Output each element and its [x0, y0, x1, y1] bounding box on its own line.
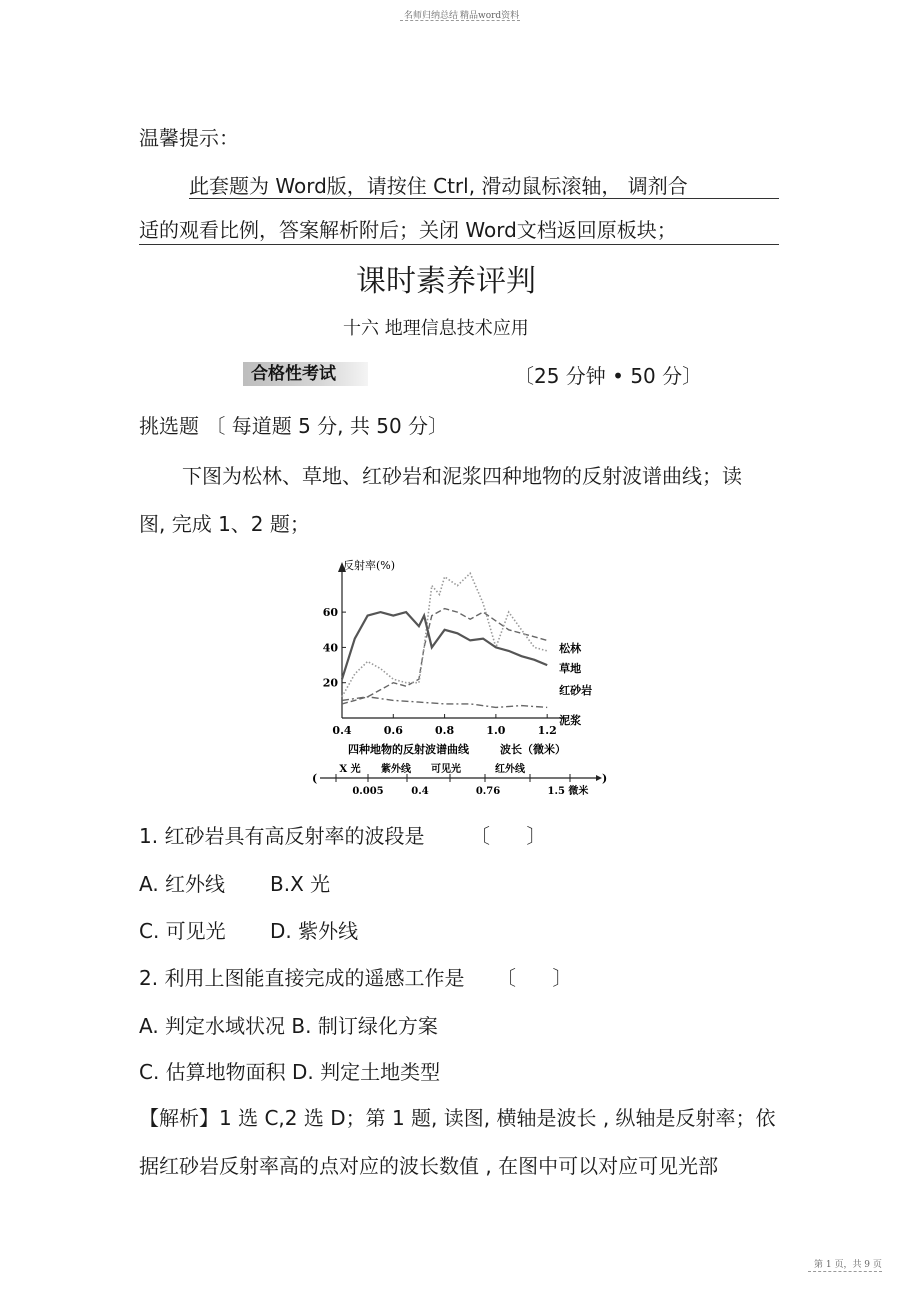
tip-heading: 温馨提示： — [139, 126, 239, 150]
spectrum-open-paren: ( — [312, 772, 318, 785]
header-left: 名师归纳总结 — [404, 11, 459, 21]
spectrum-band-label: X 光 — [339, 764, 361, 775]
spectrum-band-label: 可见光 — [431, 764, 461, 775]
tip-underline-1 — [189, 198, 779, 199]
chart-xlabel: 波长（微米） — [500, 743, 566, 756]
x-tick-label: 0.8 — [435, 724, 455, 737]
spectrum-band-label: 紫外线 — [381, 764, 411, 775]
spectrum-tick-label: 0.76 — [475, 786, 501, 797]
q2-options-cd: C. 估算地物面积 D. 判定土地类型 — [139, 1060, 441, 1084]
spectrum-tick-label: 0.005 — [352, 786, 384, 797]
analysis-line-1: 【解析】1 选 C,2 选 D；第 1 题, 读图, 横轴是波长 , 纵轴是反射率；依 — [139, 1106, 776, 1130]
series-line-3 — [342, 697, 547, 708]
tip-line-2: 适的观看比例，答案解析附后；关闭 Word文档返回原板块； — [139, 218, 677, 242]
q2-options-ab: A. 判定水域状况 B. 制订绿化方案 — [139, 1014, 438, 1038]
q2-blank: 〔 〕 — [496, 966, 573, 990]
q1-option-a: A. 红外线 — [139, 872, 226, 896]
chart-ylabel: 反射率(%) — [343, 559, 396, 572]
chart-title: 四种地物的反射波谱曲线 — [348, 743, 469, 756]
page-title: 课时素养评判 — [356, 264, 536, 299]
spectrum-tick-label: 1.5 微米 — [547, 786, 589, 797]
q1-stem: 1. 红砂岩具有高反射率的波段是 — [139, 824, 425, 848]
section-heading: 挑选题 〔 每道题 5 分, 共 50 分〕 — [139, 414, 449, 438]
x-tick-label: 1.2 — [537, 724, 557, 737]
time-score: 〔25 分钟 • 50 分〕 — [514, 364, 703, 388]
exam-badge: 合格性考试 — [243, 362, 368, 386]
reflectance-chart — [300, 548, 620, 798]
tip-line-1: 此套题为 Word版，请按住 Ctrl, 滑动鼠标滚轴， 调剂合 — [189, 174, 688, 198]
page-number: 第 1 页，共 9 页 — [814, 1260, 882, 1270]
q1-option-c: C. 可见光 — [139, 919, 226, 943]
q2-stem: 2. 利用上图能直接完成的遥感工作是 — [139, 966, 465, 990]
series-label-0: 松林 — [559, 642, 582, 655]
footer-divider — [808, 1271, 882, 1272]
y-tick-label: 60 — [322, 606, 338, 620]
series-label-1: 草地 — [559, 662, 582, 675]
tip-underline-2 — [139, 244, 779, 245]
x-tick-label: 1.0 — [486, 724, 506, 737]
intro-line-1: 下图为松林、草地、红砂岩和泥浆四种地物的反射波谱曲线；读 — [182, 464, 742, 488]
y-tick-label: 40 — [322, 641, 338, 655]
spectrum-tick-label: 0.4 — [411, 786, 429, 797]
intro-line-2: 图, 完成 1、2 题； — [139, 512, 310, 536]
spectrum-band-label: 红外线 — [495, 764, 525, 775]
x-tick-label: 0.6 — [383, 724, 403, 737]
q1-blank: 〔 〕 — [470, 824, 547, 848]
x-tick-label: 0.4 — [332, 724, 352, 737]
series-line-1 — [342, 573, 547, 697]
spectrum-close-paren: ) — [602, 772, 608, 785]
page-subtitle: 十六 地理信息技术应用 — [343, 318, 529, 339]
q1-option-b: B.X 光 — [270, 872, 331, 896]
series-line-2 — [342, 612, 547, 679]
q1-option-d: D. 紫外线 — [270, 919, 359, 943]
header-right: 精品word资料 — [460, 11, 520, 21]
header-divider — [400, 20, 520, 21]
y-tick-label: 20 — [322, 676, 338, 690]
analysis-line-2: 据红砂岩反射率高的点对应的波长数值 , 在图中可以对应可见光部 — [139, 1154, 719, 1178]
series-label-2: 红砂岩 — [559, 684, 593, 697]
series-label-3: 泥浆 — [559, 714, 582, 727]
